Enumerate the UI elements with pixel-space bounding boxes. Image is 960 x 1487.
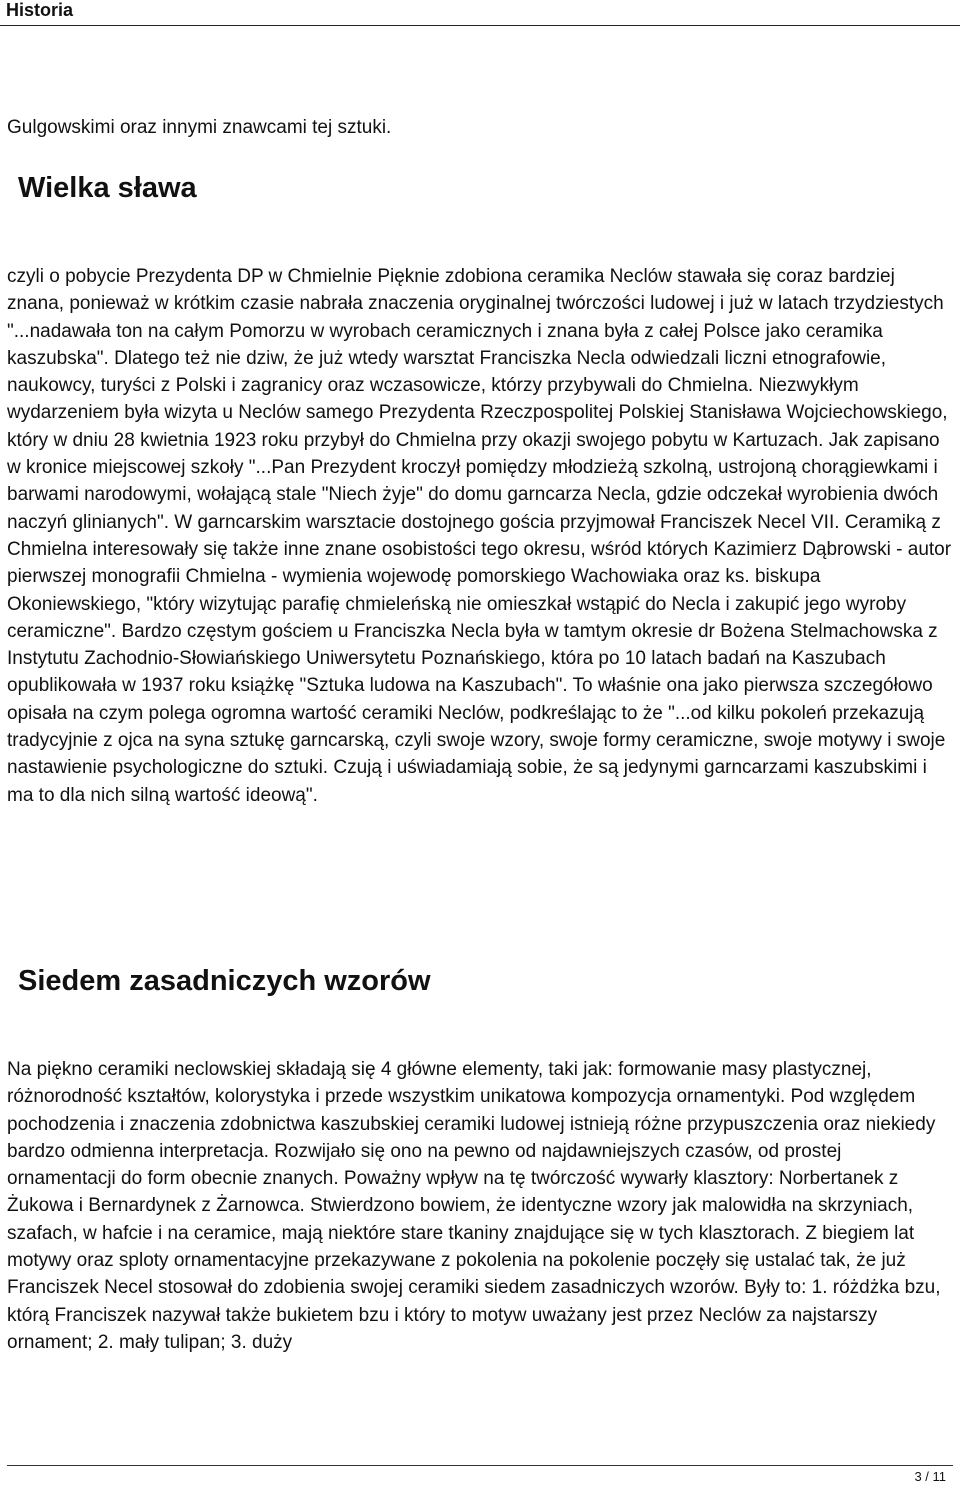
- footer-divider: [7, 1465, 953, 1466]
- section-heading-siedem-wzorow: Siedem zasadniczych wzorów: [18, 965, 431, 997]
- header-divider: [0, 25, 960, 26]
- page-number: 3 / 11: [914, 1469, 946, 1484]
- section-paragraph-wielka-slawa: czyli o pobycie Prezydenta DP w Chmielnie Pięknie zdobiona ceramika Neclów stawała się coraz bardziej znana, ponieważ w krótkim czasie nabrała znaczenia oryginalnej twórczości ludowej i już w latach trzydziestych "...nadawała ton na całym Pomorzu w wyrobach ceramicznych i znana była z całej Polsce jako ceramika kaszubska". Dlatego też nie dziw, że już wtedy warsztat Franciszka Necla odwiedzali liczni etnografowie, naukowcy, turyści z Polski i zagranicy oraz wczasowicze, którzy przybywali do Chmielna. Niezwykłym wydarzeniem była wizyta u Neclów samego Prezydenta Rzeczpospolitej Polskiej Stanisława Wojciechowskiego, który w dniu 28 kwietnia 1923 roku przybył do Chmielna przy okazji swojego pobytu w Kartuzach. Jak zapisano w kronice miejscowej szkoły "...Pan Prezydent kroczył pomiędzy młodzieżą szkolną, ustrojoną chorągiewkami i barwami narodowymi, wołającą stale "Niech żyje" do domu garncarza Necla, gdzie odczekał wyrobienia dwóch naczyń glinianych". W garncarskim warsztacie dostojnego gościa przyjmował Franciszek Necel VII. Ceramiką z Chmielna interesowały się także inne znane osobistości tego okresu, wśród których Kazimierz Dąbrowski - autor pierwszej monografii Chmielna - wymienia wojewodę pomorskiego Wachowiaka oraz ks. biskupa Okoniewskiego, "który wizytując parafię chmieleńską nie omieszkał wstąpić do Necla i zakupić jego wyroby ceramiczne". Bardzo częstym gościem u Franciszka Necla była w tamtym okresie dr Bożena Stelmachowska z Instytutu Zachodnio-Słowiańskiego Uniwersytetu Poznańskiego, która po 10 latach badań na Kaszubach opublikowała w 1937 roku książkę "Sztuka ludowa na Kaszubach". To właśnie ona jako pierwsza szczegółowo opisała na czym polega ogromna wartość ceramiki Neclów, podkreślając to że "...od kilku pokoleń przekazują tradycyjnie z ojca na syna sztukę garncarską, czyli swoje wzory, swoje formy ceramiczne, swoje motywy i swoje nastawienie psychologiczne do sztuki. Czują i uświadamiają sobie, że są jedynymi garncarzami kaszubskimi i ma to dla nich silną wartość ideową".: [7, 266, 952, 806]
- section-paragraph-siedem-wzorow: Na piękno ceramiki neclowskiej składają się 4 główne elementy, taki jak: formowanie masy plastycznej, różnorodność kształtów, kolorystyka i przede wszystkim unikatowa kompozycja ornamentyki. Pod względem pochodzenia i znaczenia zdobnictwa kaszubskiej ceramiki ludowej istnieją różne przypuszczenia oraz niekiedy bardzo odmienna interpretacja. Rozwijało się ono na pewno od najdawniejszych czasów, od prostej ornamentacji do form obecnie znanych. Poważny wpływ na tę twórczość wywarły klasztory: Norbertanek z Żukowa i Bernardynek z Żarnowca. Stwierdzono bowiem, że identyczne wzory jak malowidła na skrzyniach, szafach, w hafcie i na ceramice, mają niektóre stare tkaniny znajdujące się w tych klasztorach. Z biegiem lat motywy oraz sploty ornamentacyjne przekazywane z pokolenia na pokolenie poczęły się ustalać tak, że już Franciszek Necel stosował do zdobienia swojej ceramiki siedem zasadniczych wzorów. Były to: 1. różdżka bzu, którą Franciszek nazywał także bukietem bzu i który to motyw uważany jest przez Neclów za najstarszy ornament; 2. mały tulipan; 3. duży: [7, 1059, 941, 1353]
- intro-text: Gulgowskimi oraz innymi znawcami tej sztuki.: [7, 117, 392, 138]
- section-heading-wielka-slawa: Wielka sława: [18, 172, 197, 204]
- header-title: Historia: [6, 0, 74, 20]
- header-bar: [0, 0, 960, 24]
